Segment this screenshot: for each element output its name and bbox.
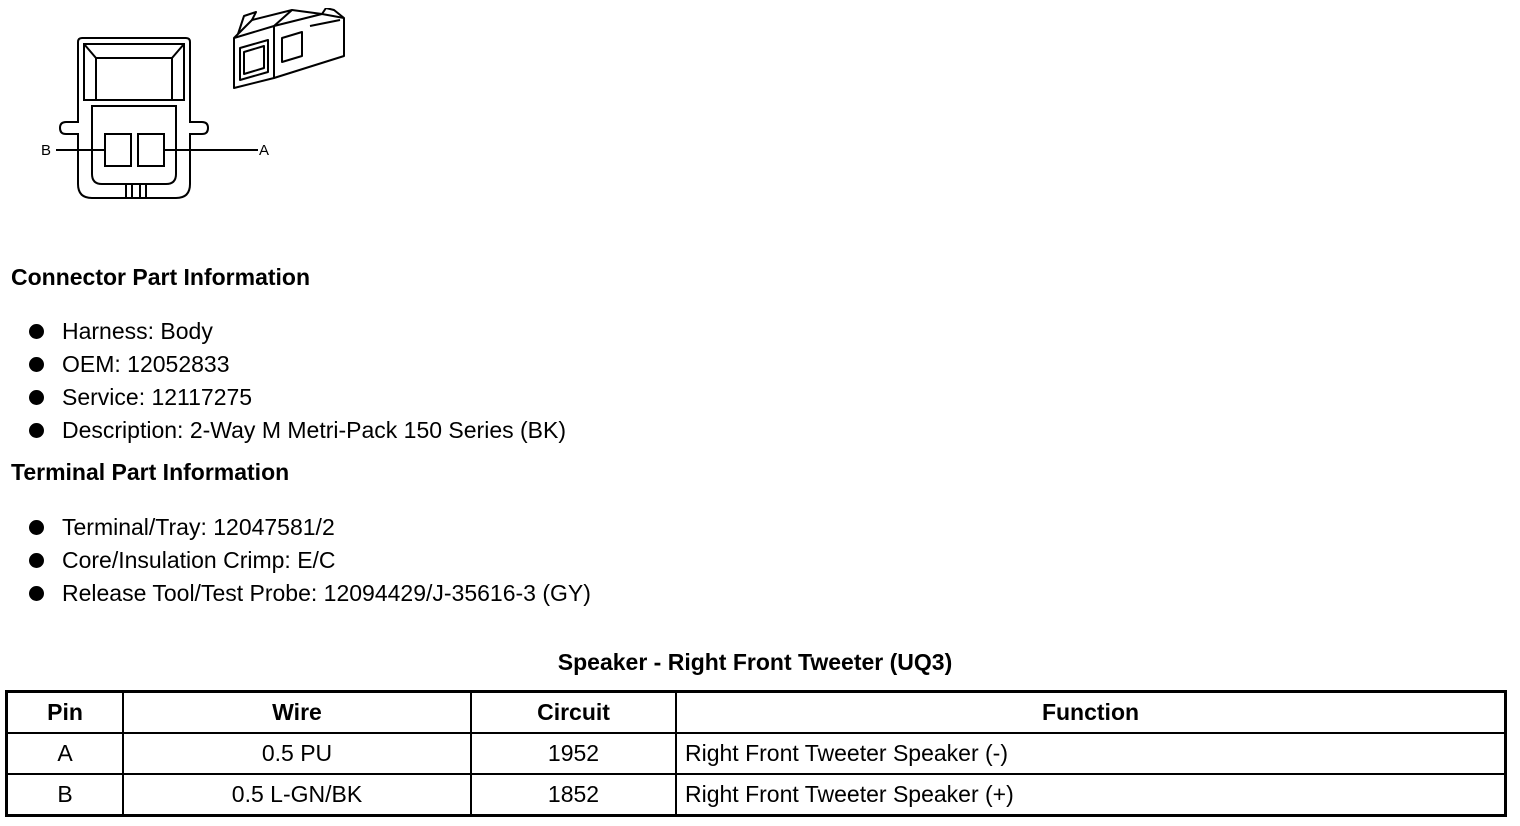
terminal-info-list	[0, 513, 591, 612]
cell-pin: B	[7, 774, 124, 816]
cell-function: Right Front Tweeter Speaker (+)	[676, 774, 1506, 816]
cell-wire: 0.5 L-GN/BK	[123, 774, 471, 816]
connector-info-list	[0, 317, 566, 449]
list-item-text: Service: 12117275	[62, 384, 253, 410]
cell-circuit: 1952	[471, 733, 676, 774]
terminal-info-heading: Terminal Part Information	[11, 459, 290, 485]
table-title: Speaker - Right Front Tweeter (UQ3)	[557, 649, 953, 675]
bullet-icon	[29, 553, 44, 568]
header-wire: Wire	[123, 692, 471, 734]
bullet-icon	[29, 324, 44, 339]
pin-table	[5, 690, 1507, 817]
table-row	[7, 774, 1506, 816]
bullet-icon	[29, 357, 44, 372]
header-pin: Pin	[7, 692, 124, 734]
list-item-text: OEM: 12052833	[62, 351, 230, 377]
list-item	[0, 350, 566, 383]
connector-info-heading: Connector Part Information	[11, 264, 311, 290]
list-item-text: Description: 2-Way M Metri-Pack 150 Series (BK)	[62, 417, 567, 443]
header-circuit: Circuit	[471, 692, 676, 734]
bullet-icon	[29, 586, 44, 601]
table-header-row	[7, 692, 1506, 734]
cell-function: Right Front Tweeter Speaker (-)	[676, 733, 1506, 774]
list-item	[0, 317, 566, 350]
list-item	[0, 513, 591, 546]
list-item	[0, 383, 566, 416]
bullet-icon	[29, 423, 44, 438]
pin-label-a: A	[259, 142, 270, 159]
list-item-text: Harness: Body	[62, 318, 213, 344]
list-item-text: Terminal/Tray: 12047581/2	[62, 514, 335, 540]
list-item-text: Release Tool/Test Probe: 12094429/J-35616-3 (GY)	[62, 580, 591, 606]
header-function: Function	[676, 692, 1506, 734]
list-item	[0, 546, 591, 579]
table-row	[7, 733, 1506, 774]
cell-wire: 0.5 PU	[123, 733, 471, 774]
cell-circuit: 1852	[471, 774, 676, 816]
pin-label-b: B	[41, 142, 52, 159]
bullet-icon	[29, 390, 44, 405]
bullet-icon	[29, 520, 44, 535]
list-item	[0, 416, 566, 449]
list-item-text: Core/Insulation Crimp: E/C	[62, 547, 336, 573]
connector-isometric-view-icon	[222, 8, 350, 92]
cell-pin: A	[7, 733, 124, 774]
list-item	[0, 579, 591, 612]
